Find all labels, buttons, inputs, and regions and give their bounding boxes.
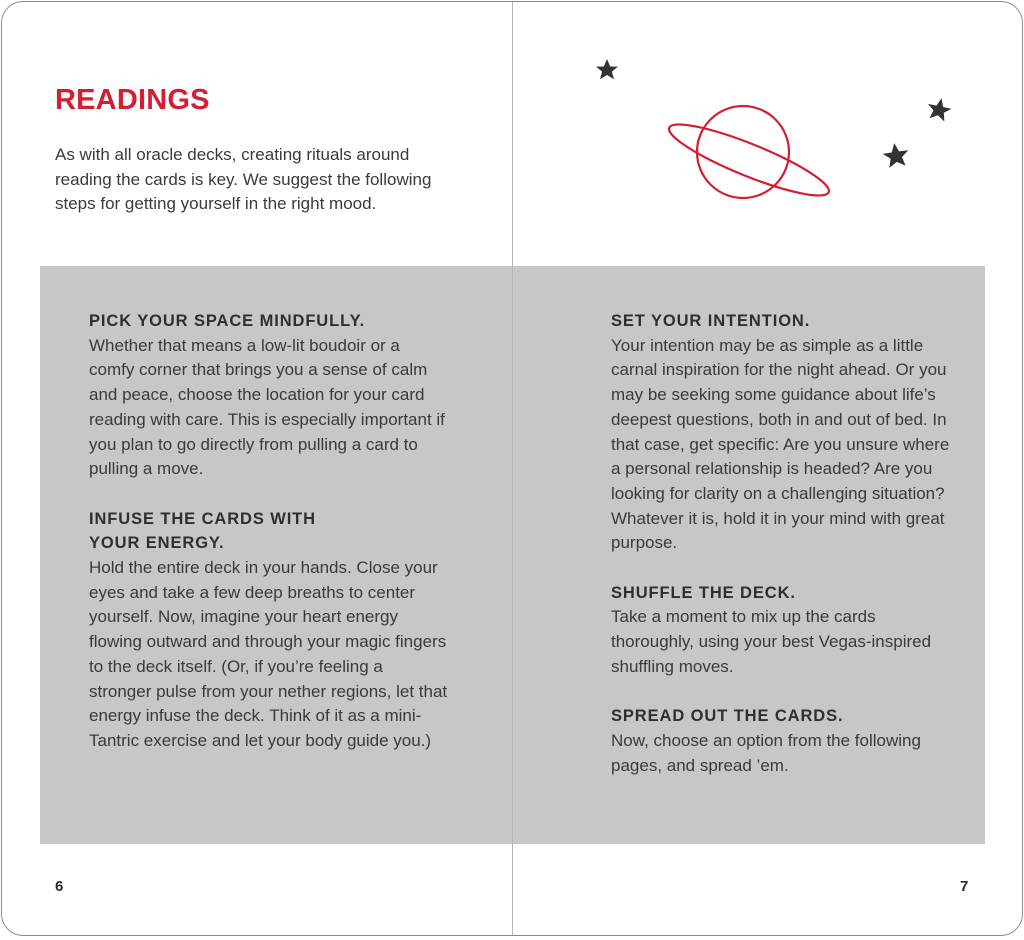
page-number-left: 6 <box>55 878 64 895</box>
book-spread <box>1 1 1023 936</box>
planet-illustration <box>562 42 982 242</box>
section-pick-your-space <box>89 309 449 482</box>
section-spread-cards <box>611 704 956 778</box>
section-shuffle-deck <box>611 581 956 680</box>
planet-ring-icon <box>663 106 834 207</box>
left-column <box>89 309 449 778</box>
section-heading: SPREAD OUT THE CARDS. <box>611 707 844 726</box>
section-infuse-cards <box>89 507 449 754</box>
section-heading: INFUSE THE CARDS WITH YOUR ENERGY. <box>89 509 316 553</box>
section-heading: SET YOUR INTENTION. <box>611 312 811 330</box>
right-column <box>611 309 956 803</box>
section-heading: PICK YOUR SPACE MINDFULLY. <box>89 312 366 330</box>
star-icon <box>881 141 910 168</box>
section-body: Take a moment to mix up the cards thoroughly, using your best Vegas-inspired shuffling moves. <box>611 607 932 676</box>
section-set-intention <box>611 309 956 556</box>
section-heading: SHUFFLE THE DECK. <box>611 583 796 602</box>
page-title: READINGS <box>55 84 210 116</box>
section-body: Now, choose an option from the following pages, and spread ’em. <box>611 730 921 775</box>
section-body: Hold the entire deck in your hands. Close your eyes and take a few deep breaths to center yourself. Now, imagine your heart energy flowing outward and through your magic fingers to the deck itself. (Or, if you’re feeling a stronger pulse from your nether regions, let that energy infuse the deck. Think of it as a mini-Tantric exercise and let your body guide you.) <box>89 558 448 750</box>
section-body: Your intention may be as simple as a little carnal inspiration for the night ahead. Or you may be seeking some guidance about life’s deepest questions, both in and out of bed. In that case, get specific: Are you unsure where a personal relationship is headed? Are you looking for clarity on a challenging situation? Whatever it is, hold it in your mind with great purpose. <box>611 335 950 553</box>
page-gutter <box>512 2 513 935</box>
intro-paragraph: As with all oracle decks, creating rituals around reading the cards is key. We suggest the following steps for getting yourself in the right mood. <box>55 145 432 214</box>
section-body: Whether that means a low-lit boudoir or a comfy corner that brings you a sense of calm and peace, choose the location for your card reading with care. This is especially important if you plan to go directly from pulling a card to pulling a move. <box>89 335 445 479</box>
star-icon <box>925 96 953 123</box>
star-icon <box>596 59 618 79</box>
page-number-right: 7 <box>960 878 969 895</box>
